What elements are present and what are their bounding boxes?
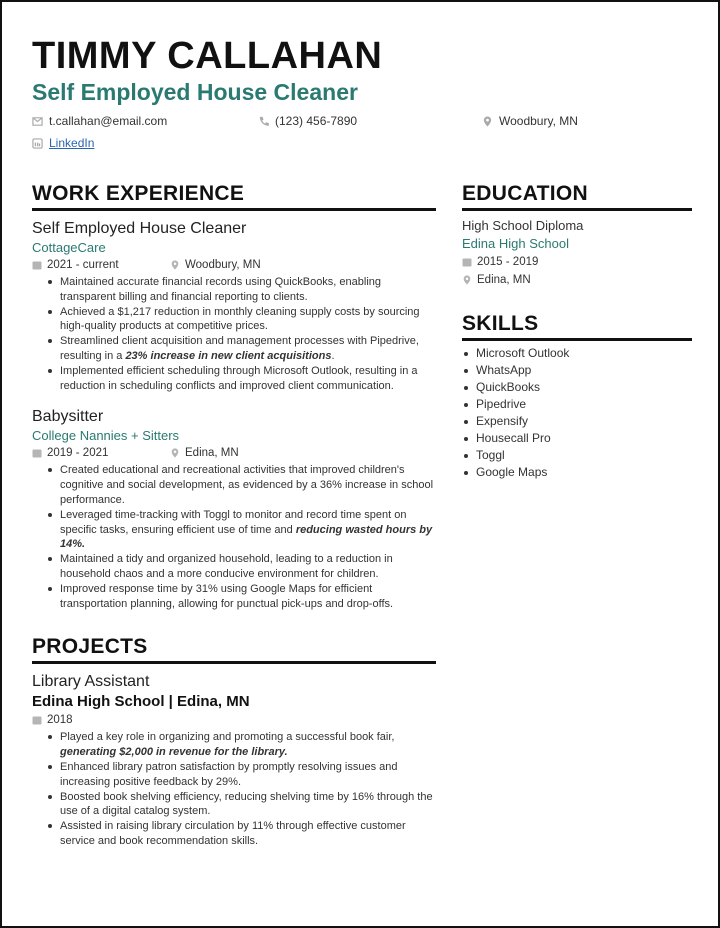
bullet-text: Streamlined client acquisition and management processes with Pipedrive, resulting in a <box>60 335 419 362</box>
job-entry <box>32 407 436 611</box>
job-dates <box>32 257 170 273</box>
skill-item: Expensify <box>462 413 692 430</box>
year-text: 2018 <box>47 714 73 727</box>
bullet: Implemented efficient scheduling through Microsoft Outlook, resulting in a reduction in scheduling conflicts and improved client communication. <box>32 364 436 394</box>
calendar-icon <box>462 257 472 267</box>
bullet: Enhanced library patron satisfaction by promptly resolving issues and increasing positive feedback by 29%. <box>32 760 436 790</box>
job-entry <box>32 219 436 393</box>
job-meta <box>32 257 436 273</box>
education-dates <box>462 254 692 270</box>
job-title: Self Employed House Cleaner <box>32 220 247 237</box>
dates-text: 2019 - 2021 <box>47 447 109 460</box>
bullet-text: Leveraged time-tracking with Toggl to monitor and record time spent on specific tasks, ensuring efficient use of time and <box>60 508 407 536</box>
education-heading: EDUCATION <box>462 182 692 211</box>
map-pin-icon <box>170 448 180 458</box>
calendar-icon <box>32 448 42 458</box>
degree: High School Diploma <box>462 218 584 233</box>
linkedin-link[interactable]: LinkedIn <box>49 136 95 150</box>
bullet: Assisted in raising library circulation by 11% through effective customer service and book recommendation skills. <box>32 819 436 849</box>
skills-heading: SKILLS <box>462 312 692 341</box>
dates-text: 2021 - current <box>47 259 119 271</box>
phone-text: (123) 456-7890 <box>275 114 358 128</box>
skills-list <box>462 345 692 481</box>
job-bullets <box>32 275 436 393</box>
bullet: Boosted book shelving efficiency, reducing shelving time by 16% through the use of a digital catalog system. <box>32 790 436 820</box>
resume-page <box>2 2 718 926</box>
bullet <box>32 730 436 760</box>
project-year <box>32 712 73 728</box>
envelope-icon <box>32 116 43 127</box>
candidate-name: TIMMY CALLAHAN <box>32 35 383 77</box>
phone <box>258 114 357 128</box>
candidate-title: Self Employed House Cleaner <box>32 79 358 105</box>
school-name: Edina High School <box>462 236 569 251</box>
company-name: College Nannies + Sitters <box>32 428 180 444</box>
education-location <box>462 272 692 288</box>
project-meta <box>32 712 436 728</box>
skill-item: Housecall Pro <box>462 430 692 447</box>
location-text: Edina, MN <box>185 447 239 460</box>
projects-heading: PROJECTS <box>32 635 436 664</box>
skill-item: WhatsApp <box>462 362 692 379</box>
location-text: Edina, MN <box>477 274 531 286</box>
skill-item: Toggl <box>462 447 692 464</box>
job-location <box>170 445 239 461</box>
bullet-end: . <box>331 349 335 362</box>
linkedin-icon <box>32 138 43 149</box>
location <box>482 114 578 128</box>
calendar-icon <box>32 715 42 725</box>
bullet <box>32 508 436 552</box>
skill-item: Google Maps <box>462 464 692 481</box>
bullet-emphasis: 23% increase in new client acquisitions <box>125 349 332 362</box>
job-location <box>170 257 261 273</box>
bullet: Achieved a $1,217 reduction in monthly cleaning supply costs by sourcing high-quality products at competitive prices. <box>32 305 436 335</box>
work-experience-heading: WORK EXPERIENCE <box>32 182 436 211</box>
skill-item: QuickBooks <box>462 379 692 396</box>
project-org: Edina High School | Edina, MN <box>32 693 250 711</box>
job-meta <box>32 445 436 461</box>
job-bullets <box>32 463 436 611</box>
map-pin-icon <box>170 260 180 270</box>
map-pin-icon <box>462 275 472 285</box>
bullet: Maintained a tidy and organized household, leading to a reduction in household chaos and a more conducive environment for children. <box>32 552 436 582</box>
company-name: CottageCare <box>32 240 106 255</box>
linkedin[interactable] <box>32 136 94 150</box>
bullet-emphasis: reducing wasted hours by 14%. <box>60 523 433 551</box>
bullet-text: Played a key role in organizing and promoting a successful book fair, <box>60 731 395 744</box>
map-pin-icon <box>482 116 493 127</box>
calendar-icon <box>32 260 42 270</box>
dates <box>462 254 538 270</box>
dates-text: 2015 - 2019 <box>477 256 539 268</box>
job-title: Babysitter <box>32 408 104 426</box>
contact-info <box>32 114 688 154</box>
bullet: Improved response time by 31% using Google Maps for efficient transportation planning, allowing for punctual pick-ups and drop-offs. <box>32 582 436 612</box>
email <box>32 114 167 128</box>
phone-icon <box>258 116 269 127</box>
bullet <box>32 334 436 364</box>
bullet: Maintained accurate financial records using QuickBooks, enabling transparent billing and financial reporting to clients. <box>32 275 436 305</box>
job-dates <box>32 445 170 461</box>
skill-item: Microsoft Outlook <box>462 345 692 362</box>
location <box>462 272 531 288</box>
project-entry <box>32 672 436 848</box>
bullet-emphasis: generating $2,000 in revenue for the library. <box>60 746 288 759</box>
location-text: Woodbury, MN <box>185 259 261 271</box>
project-title: Library Assistant <box>32 673 150 691</box>
bullet: Created educational and recreational activities that improved children's cognitive and social development, as evidenced by a 36% increase in school performance. <box>32 463 436 507</box>
email-text: t.callahan@email.com <box>49 114 168 128</box>
skill-item: Pipedrive <box>462 396 692 413</box>
project-bullets <box>32 730 436 848</box>
location-text: Woodbury, MN <box>499 114 578 128</box>
